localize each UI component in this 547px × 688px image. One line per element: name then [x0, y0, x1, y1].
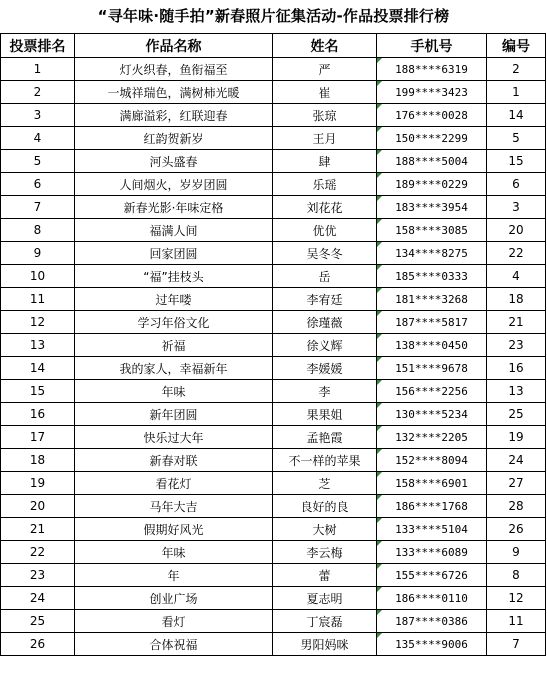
cell-number[interactable]: 15: [487, 150, 546, 173]
cell-rank[interactable]: 20: [1, 495, 75, 518]
cell-work-name[interactable]: 马年大吉: [75, 495, 273, 518]
cell-phone[interactable]: 189****0229: [377, 173, 487, 196]
cell-phone[interactable]: 188****5004: [377, 150, 487, 173]
cell-work-name[interactable]: 年: [75, 564, 273, 587]
table-row: [1, 518, 546, 541]
table-row: [1, 150, 546, 173]
cell-number[interactable]: 14: [487, 104, 546, 127]
cell-rank[interactable]: 14: [1, 357, 75, 380]
cell-person-name[interactable]: 肆: [273, 150, 377, 173]
cell-person-name[interactable]: 不一样的苹果: [273, 449, 377, 472]
cell-person-name[interactable]: 张琼: [273, 104, 377, 127]
cell-rank[interactable]: 16: [1, 403, 75, 426]
cell-person-name[interactable]: 芝: [273, 472, 377, 495]
cell-phone[interactable]: 152****8094: [377, 449, 487, 472]
cell-work-name[interactable]: 红韵贺新岁: [75, 127, 273, 150]
cell-number[interactable]: 3: [487, 196, 546, 219]
cell-person-name[interactable]: 严: [273, 58, 377, 81]
cell-rank[interactable]: 3: [1, 104, 75, 127]
cell-work-name[interactable]: 人间烟火，岁岁团圆: [75, 173, 273, 196]
cell-number[interactable]: 12: [487, 587, 546, 610]
cell-phone[interactable]: 187****5817: [377, 311, 487, 334]
cell-phone[interactable]: 176****0028: [377, 104, 487, 127]
cell-person-name[interactable]: 良好的良: [273, 495, 377, 518]
cell-phone[interactable]: 158****6901: [377, 472, 487, 495]
cell-rank[interactable]: 26: [1, 633, 75, 656]
cell-phone[interactable]: 150****2299: [377, 127, 487, 150]
cell-rank[interactable]: 9: [1, 242, 75, 265]
cell-person-name[interactable]: 吴冬冬: [273, 242, 377, 265]
cell-person-name[interactable]: 大树: [273, 518, 377, 541]
table-row: [1, 288, 546, 311]
cell-phone[interactable]: 134****8275: [377, 242, 487, 265]
cell-phone[interactable]: 158****3085: [377, 219, 487, 242]
table-row: [1, 58, 546, 81]
cell-number[interactable]: 28: [487, 495, 546, 518]
cell-phone[interactable]: 186****0110: [377, 587, 487, 610]
cell-phone[interactable]: 133****5104: [377, 518, 487, 541]
table-row: [1, 495, 546, 518]
table-row: [1, 426, 546, 449]
cell-work-name[interactable]: 看花灯: [75, 472, 273, 495]
table-header-row: [1, 34, 546, 58]
cell-rank[interactable]: 6: [1, 173, 75, 196]
cell-rank[interactable]: 19: [1, 472, 75, 495]
table-row: [1, 587, 546, 610]
cell-phone[interactable]: 183****3954: [377, 196, 487, 219]
table-row: [1, 633, 546, 656]
cell-work-name[interactable]: 河头盛春: [75, 150, 273, 173]
cell-number[interactable]: 21: [487, 311, 546, 334]
table-row: [1, 610, 546, 633]
cell-phone[interactable]: 133****6089: [377, 541, 487, 564]
cell-work-name[interactable]: 假期好风光: [75, 518, 273, 541]
cell-number[interactable]: 25: [487, 403, 546, 426]
cell-person-name[interactable]: 优优: [273, 219, 377, 242]
cell-person-name[interactable]: 徐义辉: [273, 334, 377, 357]
cell-work-name[interactable]: 合体祝福: [75, 633, 273, 656]
cell-person-name[interactable]: 夏志明: [273, 587, 377, 610]
cell-rank[interactable]: 12: [1, 311, 75, 334]
cell-phone[interactable]: 155****6726: [377, 564, 487, 587]
cell-phone[interactable]: 132****2205: [377, 426, 487, 449]
cell-number[interactable]: 4: [487, 265, 546, 288]
cell-number[interactable]: 18: [487, 288, 546, 311]
cell-number[interactable]: 16: [487, 357, 546, 380]
cell-number[interactable]: 1: [487, 81, 546, 104]
table-row: [1, 403, 546, 426]
cell-number[interactable]: 11: [487, 610, 546, 633]
cell-rank[interactable]: 21: [1, 518, 75, 541]
cell-person-name[interactable]: 李宥廷: [273, 288, 377, 311]
cell-work-name[interactable]: 年味: [75, 380, 273, 403]
cell-phone[interactable]: 188****6319: [377, 58, 487, 81]
cell-rank[interactable]: 24: [1, 587, 75, 610]
cell-work-name[interactable]: 福满人间: [75, 219, 273, 242]
column-header-person-name[interactable]: 姓名: [273, 34, 377, 58]
cell-rank[interactable]: 18: [1, 449, 75, 472]
cell-number[interactable]: 22: [487, 242, 546, 265]
cell-person-name[interactable]: 徐瑾薇: [273, 311, 377, 334]
cell-work-name[interactable]: 回家团圆: [75, 242, 273, 265]
cell-phone[interactable]: 138****0450: [377, 334, 487, 357]
cell-work-name[interactable]: 我的家人，幸福新年: [75, 357, 273, 380]
cell-number[interactable]: 8: [487, 564, 546, 587]
cell-rank[interactable]: 5: [1, 150, 75, 173]
column-header-rank[interactable]: 投票排名: [1, 34, 75, 58]
cell-number[interactable]: 24: [487, 449, 546, 472]
cell-number[interactable]: 5: [487, 127, 546, 150]
table-row: [1, 357, 546, 380]
cell-phone[interactable]: 199****3423: [377, 81, 487, 104]
ranking-table: [0, 33, 546, 656]
cell-person-name[interactable]: 李云梅: [273, 541, 377, 564]
table-row: [1, 311, 546, 334]
cell-work-name[interactable]: 学习年俗文化: [75, 311, 273, 334]
cell-number[interactable]: 23: [487, 334, 546, 357]
table-row: [1, 104, 546, 127]
cell-phone[interactable]: 156****2256: [377, 380, 487, 403]
table-row: [1, 219, 546, 242]
cell-phone[interactable]: 187****0386: [377, 610, 487, 633]
table-row: [1, 380, 546, 403]
table-row: [1, 173, 546, 196]
cell-person-name[interactable]: 男阳妈咪: [273, 633, 377, 656]
cell-work-name[interactable]: 新春光影·年味定格: [75, 196, 273, 219]
cell-work-name[interactable]: “福”挂枝头: [75, 265, 273, 288]
cell-phone[interactable]: 130****5234: [377, 403, 487, 426]
cell-rank[interactable]: 10: [1, 265, 75, 288]
cell-work-name[interactable]: 看灯: [75, 610, 273, 633]
cell-work-name[interactable]: 年味: [75, 541, 273, 564]
cell-person-name[interactable]: 王月: [273, 127, 377, 150]
cell-work-name[interactable]: 新年团圆: [75, 403, 273, 426]
cell-number[interactable]: 26: [487, 518, 546, 541]
cell-number[interactable]: 7: [487, 633, 546, 656]
cell-work-name[interactable]: 灯火织春，鱼衔福至: [75, 58, 273, 81]
table-row: [1, 334, 546, 357]
cell-number[interactable]: 9: [487, 541, 546, 564]
column-header-work-name[interactable]: 作品名称: [75, 34, 273, 58]
cell-rank[interactable]: 4: [1, 127, 75, 150]
cell-work-name[interactable]: 新春对联: [75, 449, 273, 472]
cell-rank[interactable]: 17: [1, 426, 75, 449]
cell-rank[interactable]: 22: [1, 541, 75, 564]
cell-rank[interactable]: 7: [1, 196, 75, 219]
cell-person-name[interactable]: 蕾: [273, 564, 377, 587]
cell-rank[interactable]: 2: [1, 81, 75, 104]
cell-rank[interactable]: 11: [1, 288, 75, 311]
table-row: [1, 265, 546, 288]
cell-rank[interactable]: 13: [1, 334, 75, 357]
cell-person-name[interactable]: 孟艳霞: [273, 426, 377, 449]
cell-number[interactable]: 2: [487, 58, 546, 81]
cell-number[interactable]: 20: [487, 219, 546, 242]
cell-work-name[interactable]: 祈福: [75, 334, 273, 357]
cell-rank[interactable]: 1: [1, 58, 75, 81]
cell-person-name[interactable]: 刘花花: [273, 196, 377, 219]
table-row: [1, 242, 546, 265]
cell-number[interactable]: 13: [487, 380, 546, 403]
cell-work-name[interactable]: 快乐过大年: [75, 426, 273, 449]
page-title: “寻年味·随手拍”新春照片征集活动-作品投票排行榜: [97, 7, 450, 25]
cell-number[interactable]: 27: [487, 472, 546, 495]
cell-rank[interactable]: 25: [1, 610, 75, 633]
table-row: [1, 81, 546, 104]
cell-work-name[interactable]: 一城祥瑞色，满树柿光暖: [75, 81, 273, 104]
cell-person-name[interactable]: 果果姐: [273, 403, 377, 426]
table-row: [1, 196, 546, 219]
table-row: [1, 541, 546, 564]
column-header-phone[interactable]: 手机号: [377, 34, 487, 58]
cell-rank[interactable]: 8: [1, 219, 75, 242]
table-row: [1, 564, 546, 587]
cell-person-name[interactable]: 丁宸磊: [273, 610, 377, 633]
cell-phone[interactable]: 181****3268: [377, 288, 487, 311]
cell-person-name[interactable]: 岳: [273, 265, 377, 288]
cell-number[interactable]: 19: [487, 426, 546, 449]
cell-person-name[interactable]: 李媛媛: [273, 357, 377, 380]
cell-rank[interactable]: 15: [1, 380, 75, 403]
cell-work-name[interactable]: 过年喽: [75, 288, 273, 311]
cell-phone[interactable]: 135****9006: [377, 633, 487, 656]
cell-person-name[interactable]: 崔: [273, 81, 377, 104]
cell-phone[interactable]: 185****0333: [377, 265, 487, 288]
cell-work-name[interactable]: 创业广场: [75, 587, 273, 610]
table-row: [1, 449, 546, 472]
cell-work-name[interactable]: 满廊溢彩，红联迎春: [75, 104, 273, 127]
table-body: [1, 58, 546, 656]
table-row: [1, 127, 546, 150]
cell-number[interactable]: 6: [487, 173, 546, 196]
cell-phone[interactable]: 186****1768: [377, 495, 487, 518]
table-row: [1, 472, 546, 495]
column-header-number[interactable]: 编号: [487, 34, 546, 58]
cell-person-name[interactable]: 乐瑶: [273, 173, 377, 196]
cell-rank[interactable]: 23: [1, 564, 75, 587]
cell-person-name[interactable]: 李: [273, 380, 377, 403]
cell-phone[interactable]: 151****9678: [377, 357, 487, 380]
